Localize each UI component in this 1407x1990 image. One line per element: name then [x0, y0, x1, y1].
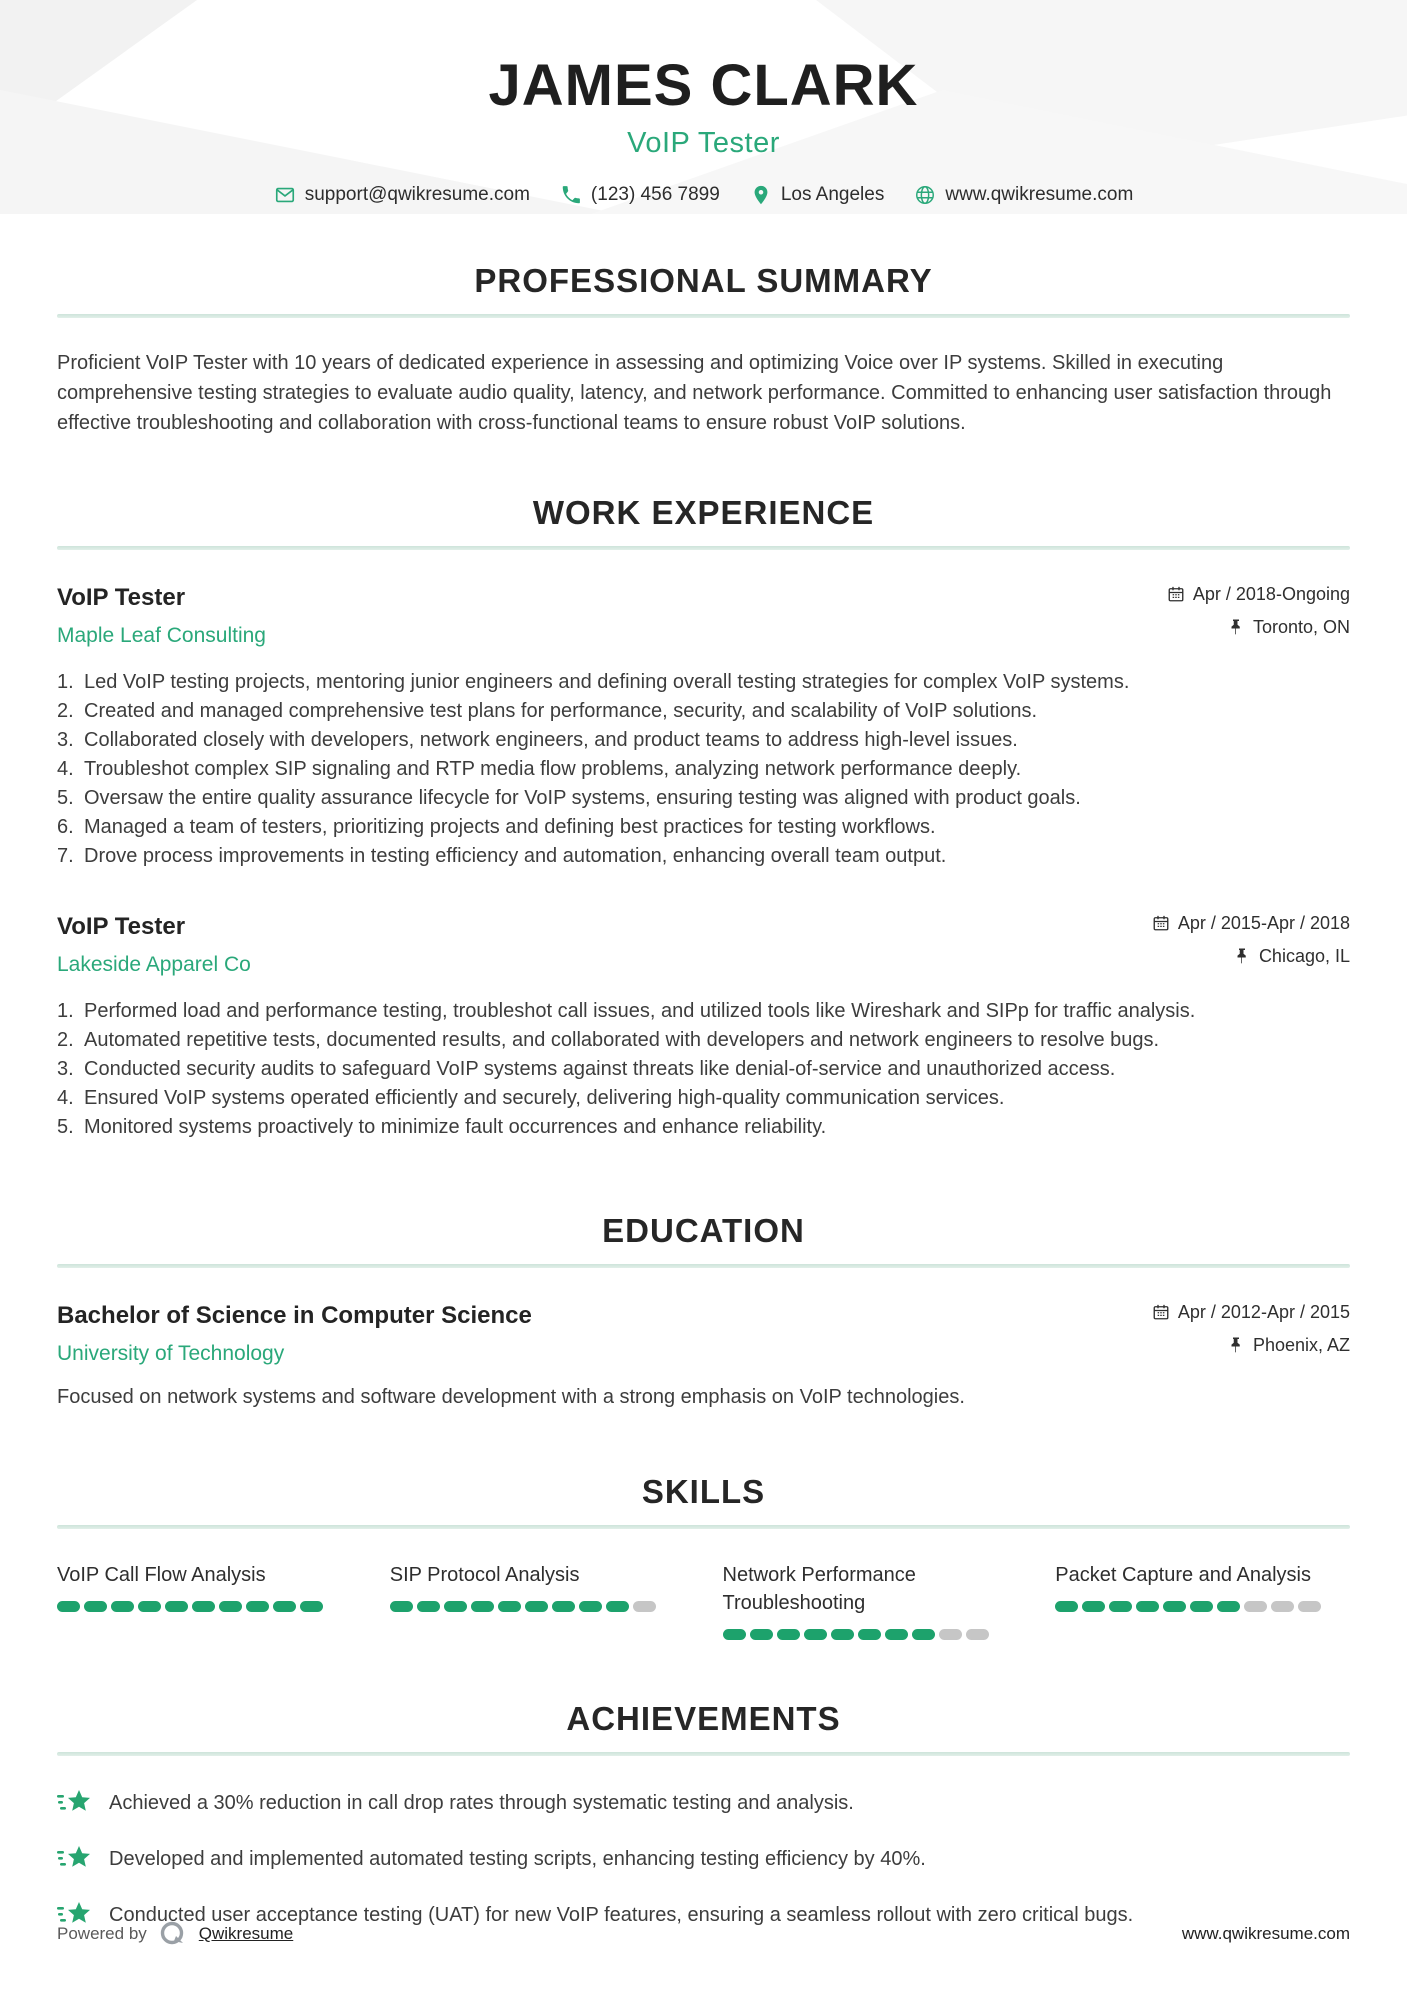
skills-heading: SKILLS	[641, 1472, 766, 1510]
skill-level-dot	[885, 1629, 908, 1640]
section-divider	[57, 314, 1350, 318]
contact-website-text: www.qwikresume.com	[945, 183, 1134, 205]
job-bullet: Managed a team of testers, prioritizing projects and defining best practices for testing workflows.	[84, 815, 936, 838]
skill-level-dot	[804, 1629, 827, 1640]
contact-phone	[560, 184, 720, 206]
skill-level-dot	[831, 1629, 854, 1640]
location-pin-icon	[750, 184, 772, 206]
achievement-text: Conducted user acceptance testing (UAT) for new VoIP features, ensuring a seamless rollout with zero critical bugs.	[109, 1903, 1134, 1926]
skill-level-dot	[1190, 1601, 1213, 1612]
job-location-text: Toronto, ON	[1252, 616, 1350, 637]
skill-name: VoIP Call Flow Analysis	[57, 1563, 266, 1586]
skill-level-bar	[390, 1601, 685, 1612]
skill-level-dot	[777, 1629, 800, 1640]
shooting-star-icon	[57, 1788, 93, 1818]
skill-level-dot	[192, 1601, 215, 1612]
skill-level-dot	[273, 1601, 296, 1612]
page-footer	[57, 1920, 1350, 1948]
job-company: Lakeside Apparel Co	[57, 952, 251, 976]
job-bullet-list	[57, 668, 1350, 871]
skill-level-dot	[858, 1629, 881, 1640]
section-divider	[57, 546, 1350, 550]
job-bullet: Performed load and performance testing, troubleshot call issues, and utilized tools like Wireshark and SIPp for traffic analysis.	[84, 999, 1196, 1022]
job-bullet: Troubleshot complex SIP signaling and RTP media flow problems, analyzing network performance deeply.	[84, 757, 1022, 780]
education-degree: Bachelor of Science in Computer Science	[57, 1301, 532, 1329]
skill-level-dot	[633, 1601, 656, 1612]
contact-row	[57, 184, 1350, 206]
education-dates-text: Apr / 2012-Apr / 2015	[1177, 1301, 1350, 1322]
section-divider	[57, 1525, 1350, 1529]
job-bullet-list	[57, 997, 1350, 1142]
shooting-star-icon	[57, 1844, 93, 1874]
skill-level-dot	[1244, 1601, 1267, 1612]
achievement-text: Developed and implemented automated testing scripts, enhancing testing efficiency by 40%.	[109, 1847, 926, 1870]
envelope-icon	[274, 184, 296, 206]
education-school: University of Technology	[57, 1341, 285, 1365]
skill-level-dot	[750, 1629, 773, 1640]
contact-website[interactable]	[914, 184, 1133, 206]
skill-level-dot	[912, 1629, 935, 1640]
skill-level-dot	[1271, 1601, 1294, 1612]
skill-level-bar	[723, 1629, 1018, 1640]
skill-level-dot	[579, 1601, 602, 1612]
section-summary	[57, 262, 1350, 438]
job-dates-text: Apr / 2015-Apr / 2018	[1177, 912, 1350, 933]
skill-level-dot	[552, 1601, 575, 1612]
contact-email[interactable]	[274, 184, 530, 206]
skill-level-dot	[57, 1601, 80, 1612]
job-entry	[57, 584, 1350, 871]
job-entry	[57, 913, 1350, 1142]
skill-level-dot	[1109, 1601, 1132, 1612]
section-education	[57, 1212, 1350, 1409]
contact-location-text: Los Angeles	[780, 183, 885, 205]
job-bullet: Monitored systems proactively to minimize fault occurrences and enhance reliability.	[84, 1115, 827, 1138]
section-divider	[57, 1752, 1350, 1756]
contact-location	[750, 184, 885, 206]
skill-level-dot	[1082, 1601, 1105, 1612]
job-dates	[1167, 584, 1350, 605]
job-bullet: Led VoIP testing projects, mentoring junior engineers and defining overall testing strategies for complex VoIP systems.	[84, 670, 1130, 693]
skill-level-dot	[1163, 1601, 1186, 1612]
skill-level-dot	[165, 1601, 188, 1612]
person-name: JAMES CLARK	[488, 53, 919, 118]
skill-level-dot	[417, 1601, 440, 1612]
skill-level-dot	[111, 1601, 134, 1612]
phone-icon	[560, 184, 582, 206]
skill-level-dot	[1055, 1601, 1078, 1612]
skill-name: Packet Capture and Analysis	[1055, 1563, 1311, 1586]
job-title: VoIP Tester	[57, 583, 186, 611]
skill-level-dot	[606, 1601, 629, 1612]
contact-phone-text: (123) 456 7899	[590, 183, 720, 205]
skill-level-bar	[57, 1601, 352, 1612]
qwikresume-link[interactable]: Qwikresume	[198, 1924, 294, 1943]
pushpin-icon	[1227, 618, 1245, 636]
section-skills	[57, 1473, 1350, 1640]
achievements-heading: ACHIEVEMENTS	[566, 1699, 841, 1737]
achievement-text: Achieved a 30% reduction in call drop rates through systematic testing and analysis.	[109, 1791, 854, 1814]
skill-name: SIP Protocol Analysis	[389, 1563, 580, 1586]
skill-level-dot	[966, 1629, 989, 1640]
skill-level-dot	[498, 1601, 521, 1612]
skill-level-dot	[939, 1629, 962, 1640]
job-location-text: Chicago, IL	[1258, 945, 1350, 966]
section-experience	[57, 494, 1350, 1142]
section-achievements	[57, 1700, 1350, 1930]
skill-level-dot	[390, 1601, 413, 1612]
skill-level-dot	[471, 1601, 494, 1612]
education-heading: EDUCATION	[602, 1211, 805, 1249]
qwikresume-logo-icon	[159, 1920, 187, 1948]
skill-level-bar	[1055, 1601, 1350, 1612]
job-bullet: Ensured VoIP systems operated efficiently and securely, delivering high-quality communication services.	[84, 1086, 1005, 1109]
job-title: VoIP Tester	[57, 912, 186, 940]
skill-level-dot	[219, 1601, 242, 1612]
achievement-item	[57, 1844, 1350, 1874]
skill-level-dot	[246, 1601, 269, 1612]
person-job-title: VoIP Tester	[627, 126, 780, 159]
calendar-icon	[1152, 1303, 1170, 1321]
education-location-text: Phoenix, AZ	[1252, 1334, 1350, 1355]
pushpin-icon	[1227, 1336, 1245, 1354]
job-dates-text: Apr / 2018-Ongoing	[1192, 583, 1350, 604]
job-dates	[1152, 913, 1350, 934]
skill-name: Network Performance Troubleshooting	[722, 1563, 916, 1614]
job-bullet: Drove process improvements in testing efficiency and automation, enhancing overall team output.	[84, 844, 947, 867]
summary-text: Proficient VoIP Tester with 10 years of dedicated experience in assessing and optimizing Voice over IP systems. Skilled in executing comprehensive testing strategies to evaluate audio quality, latency, and network performance. Committed to enhancing user satisfaction through effective troubleshooting and collaboration with cross-functional teams to ensure robust VoIP solutions.	[57, 351, 1332, 434]
education-location	[1152, 1335, 1350, 1356]
skill-level-dot	[1217, 1601, 1240, 1612]
experience-heading: WORK EXPERIENCE	[532, 493, 875, 531]
calendar-icon	[1152, 914, 1170, 932]
skill-item	[57, 1561, 352, 1640]
education-entry	[57, 1302, 1350, 1409]
job-company: Maple Leaf Consulting	[57, 623, 266, 647]
calendar-icon	[1167, 585, 1185, 603]
education-dates	[1152, 1302, 1350, 1323]
education-description: Focused on network systems and software development with a strong emphasis on VoIP technologies.	[57, 1385, 965, 1408]
globe-icon	[914, 184, 936, 206]
job-bullet: Created and managed comprehensive test plans for performance, security, and scalability of VoIP solutions.	[84, 699, 1038, 722]
job-bullet: Oversaw the entire quality assurance lifecycle for VoIP systems, ensuring testing was aligned with product goals.	[84, 786, 1081, 809]
skill-level-dot	[84, 1601, 107, 1612]
skill-item	[390, 1561, 685, 1640]
job-bullet: Conducted security audits to safeguard VoIP systems against threats like denial-of-service and unauthorized access.	[84, 1057, 1116, 1080]
job-location	[1167, 617, 1350, 638]
skill-item	[1055, 1561, 1350, 1640]
skill-level-dot	[300, 1601, 323, 1612]
skill-level-dot	[1298, 1601, 1321, 1612]
skill-level-dot	[525, 1601, 548, 1612]
skill-level-dot	[138, 1601, 161, 1612]
contact-email-text: support@qwikresume.com	[304, 183, 530, 205]
achievement-item	[57, 1788, 1350, 1818]
job-bullet: Collaborated closely with developers, network engineers, and product teams to address high-level issues.	[84, 728, 1018, 751]
powered-by-label: Powered by	[57, 1924, 147, 1943]
section-divider	[57, 1264, 1350, 1268]
summary-heading: PROFESSIONAL SUMMARY	[474, 261, 933, 299]
skills-grid	[57, 1561, 1350, 1640]
resume-header	[57, 0, 1350, 206]
skill-level-dot	[1136, 1601, 1159, 1612]
job-location	[1152, 946, 1350, 967]
footer-website[interactable]: www.qwikresume.com	[1181, 1924, 1350, 1943]
pushpin-icon	[1233, 947, 1251, 965]
skill-level-dot	[444, 1601, 467, 1612]
achievement-list	[57, 1788, 1350, 1930]
skill-level-dot	[723, 1629, 746, 1640]
skill-item	[723, 1561, 1018, 1640]
job-bullet: Automated repetitive tests, documented results, and collaborated with developers and network engineers to resolve bugs.	[84, 1028, 1160, 1051]
